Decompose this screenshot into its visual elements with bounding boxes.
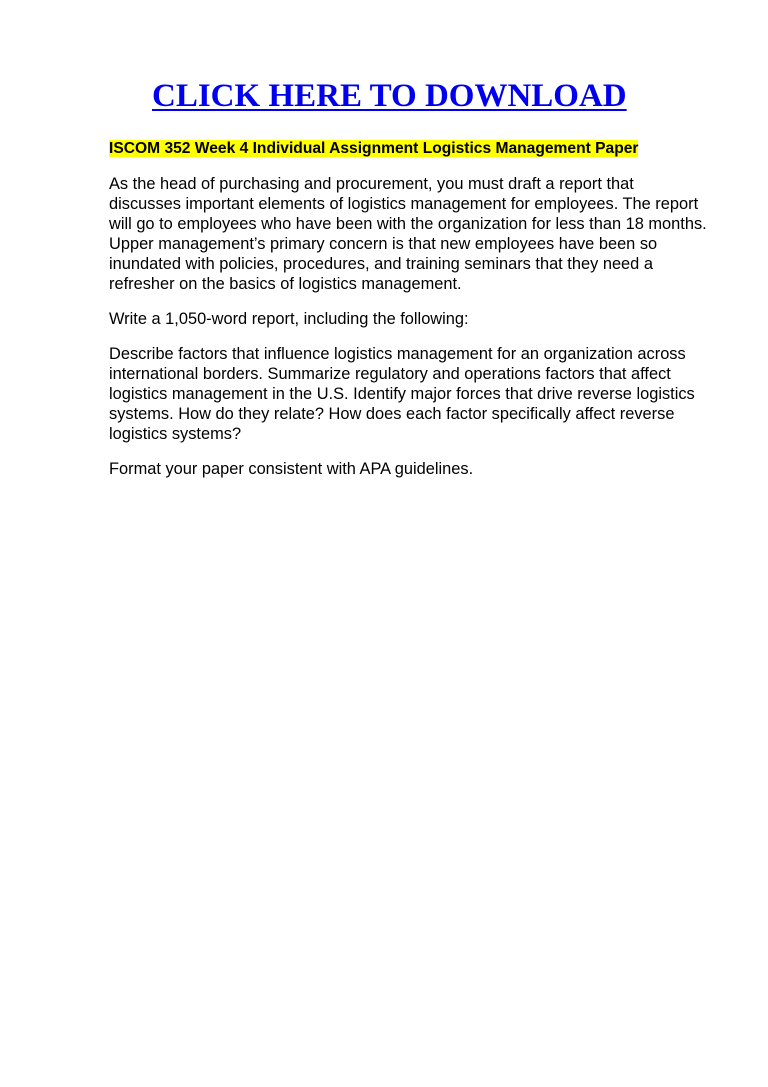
intro-paragraph: As the head of purchasing and procurement, you must draft a report that discusses important elements of logistics management for employees. The report will go to employees who have been with the organization for less than 18 months. Upper management’s primary concern is that new employees have been so inundated with policies, procedures, and training seminars that they need a refresher on the basics of logistics management. — [109, 175, 707, 293]
task-paragraph: Describe factors that influence logistics management for an organization across international borders. Summarize regulatory and operations factors that affect logistics management in the U.S. Identify major forces that drive reverse logistics systems. How do they relate? How does each factor specifically affect reverse logistics systems? — [109, 345, 695, 443]
highlighted-heading-text: ISCOM 352 Week 4 Individual Assignment Logistics Management Paper — [109, 140, 639, 157]
assignment-heading — [109, 139, 709, 159]
document-body — [109, 139, 709, 494]
requirement-paragraph: Write a 1,050-word report, including the following: — [109, 310, 469, 328]
download-link[interactable]: CLICK HERE TO DOWNLOAD — [152, 78, 627, 114]
format-paragraph: Format your paper consistent with APA guidelines. — [109, 460, 474, 478]
